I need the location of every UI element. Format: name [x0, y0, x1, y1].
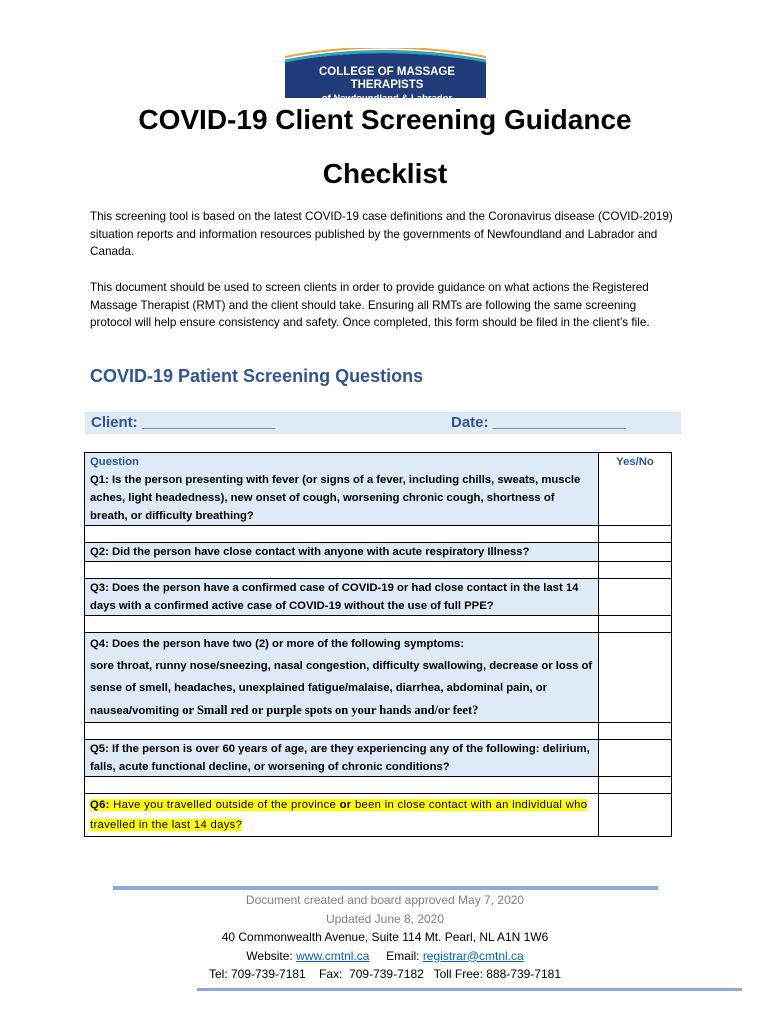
address: 40 Commonwealth Avenue, Suite 114 Mt. Pearl, NL A1N 1W6 [221, 930, 549, 944]
blank-cell [85, 777, 599, 794]
blank-cell [599, 777, 672, 794]
blank-cell [599, 562, 672, 579]
table-row [85, 723, 672, 740]
intro-paragraph-2: This document should be used to screen clients in order to provide guidance on what actions the Registered Massage Therapist (RMT) and the client should take. Ensuring all RMTs are following the same screening protocol will help ensure consistency and safety. Once completed, this form should be filed in the client’s file. [90, 281, 650, 329]
email-label: Email: [369, 948, 423, 963]
client-field[interactable]: Client: ________________ [91, 414, 276, 431]
question-cell-q6 [85, 794, 599, 837]
question-q4-tail: or Small red or purple spots on your hands and/or feet? [179, 703, 479, 717]
table-row [85, 740, 672, 777]
question-q4-symptoms: sore throat, runny nose/sneezing, nasal congestion, difficulty swallowing, decrease or loss of sense of smell, headaches, unexplained fatigue/malaise, diarrhea, abdominal pain, or nausea/vomiting [90, 660, 593, 717]
screening-table [84, 452, 672, 837]
question-q5: Q5: If the person is over 60 years of age, are they experiencing any of the following: delirium, falls, acute functional decline, or worsening of chronic conditions? [85, 740, 599, 777]
logo-line-1: COLLEGE OF MASSAGE THERAPISTS [318, 66, 456, 91]
blank-cell [599, 723, 672, 740]
question-q4-intro: Q4: Does the person have two (2) or more of the following symptoms: [90, 638, 465, 650]
intro-paragraph-1: This screening tool is based on the latest COVID-19 case definitions and the Coronavirus disease (COVID-2019) situation reports and information resources published by the governments of Newfoundland and Labrador and Canada. [90, 210, 673, 258]
question-q1: Q1: Is the person presenting with fever (or signs of a fever, including chills, sweats, muscle aches, light headedness), new onset of cough, worsening chronic cough, shortness of breath, or difficulty breathing? [90, 474, 581, 522]
update-date: Updated June 8, 2020 [325, 911, 445, 926]
question-q2: Q2: Did the person have close contact with anyone with acute respiratory Illness? [85, 543, 599, 562]
blank-cell [85, 562, 599, 579]
table-row [85, 579, 672, 616]
question-cell-q1 [85, 453, 599, 526]
footer-contact [0, 928, 770, 984]
blank-cell [599, 526, 672, 543]
blank-cell [85, 723, 599, 740]
table-row [85, 543, 672, 562]
q6-label: Q6: [90, 799, 110, 811]
table-row [85, 777, 672, 794]
table-row [85, 616, 672, 633]
footer-approval [0, 891, 770, 928]
yes-no-label: Yes/No [616, 456, 654, 468]
blank-cell [85, 616, 599, 633]
website-link[interactable]: www.cmtnl.ca [296, 948, 370, 963]
logo-line-2: of Newfoundland & Labrador [321, 93, 453, 104]
college-logo [283, 48, 488, 104]
footer-rule-top [113, 886, 658, 890]
email-link[interactable]: registrar@cmtnl.ca [422, 948, 524, 963]
answer-cell-q5[interactable] [599, 740, 672, 777]
question-column-header: Question [90, 456, 139, 468]
question-q3: Q3: Does the person have a confirmed case of COVID-19 or had close contact in the last 14 days with a confirmed active case of COVID-19 without the use of full PPE? [85, 579, 599, 616]
document-title-line-1: COVID-19 Client Screening Guidance [138, 104, 632, 135]
phone-numbers: Tel: 709-739-7181 Fax: 709-739-7182 Toll Free: 888-739-7181 [208, 967, 561, 982]
question-cell-q4 [85, 633, 599, 723]
question-q6 [90, 799, 587, 831]
q6-text-part-2: been in close contact with an individual who travelled in the last 14 days? [90, 799, 588, 831]
table-row [85, 526, 672, 543]
web-email-line [0, 947, 770, 966]
date-field[interactable]: Date: ________________ [451, 414, 627, 431]
q6-text-part-1: Have you travelled outside of the province [109, 799, 340, 811]
q6-or: or [339, 799, 352, 811]
answer-column-header[interactable] [599, 453, 672, 526]
approval-date: Document created and board approved May 7, 2020 [245, 893, 525, 907]
website-label: Website: [246, 948, 297, 963]
table-row [85, 453, 672, 526]
table-row [85, 562, 672, 579]
footer-rule-bottom [197, 988, 742, 991]
section-heading: COVID-19 Patient Screening Questions [90, 366, 424, 386]
table-row [85, 633, 672, 723]
client-date-bar [85, 412, 681, 434]
document-title-line-2: Checklist [322, 158, 448, 189]
table-row [85, 794, 672, 837]
answer-cell-q3[interactable] [599, 579, 672, 616]
answer-cell-q2[interactable] [599, 543, 672, 562]
blank-cell [85, 526, 599, 543]
answer-cell-q4[interactable] [599, 633, 672, 723]
blank-cell [599, 616, 672, 633]
answer-cell-q6[interactable] [599, 794, 672, 837]
